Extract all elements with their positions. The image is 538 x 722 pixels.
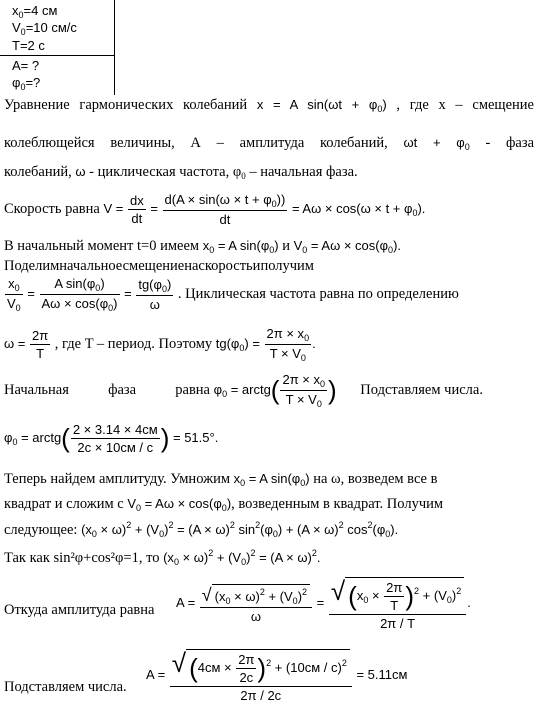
para-amplitude: колеблющейся величины, А – амплитуда колебаний, $\omega t + \varphi_0$ - фаза (4, 135, 535, 152)
phase-formula: Начальная фаза равна $\varphi_0$ = arctg( $\frac{2\pi \times x_0}{T \times V_0}$ ) Подставляем числа. (4, 372, 483, 409)
amplitude-numeric: A = √ (4см × $\frac{2\pi}{2с}$ )$^2$ + (10см / с)$^2$ 2π / 2с = 5.11см (146, 648, 408, 704)
given-divider (0, 55, 114, 56)
para-harmonic-equation: Уравнение гармонических колебаний x = A $\sin(\omega t + \varphi_0)$ , где x – смещение (4, 97, 534, 114)
subst-label: Подставляем числа. (4, 679, 127, 695)
amp-line-1: Теперь найдем амплитуду. Умножим $x_0 = A$ $\sin(\varphi_0)$ на ω, возведем все в (4, 471, 438, 488)
omega-formula: ω = $\frac{2\pi}{T}$ , где T – период. Поэтому $tg(\varphi_0)$ = $\frac{2\pi \times x_0}{T \times V_0}$ . (4, 326, 316, 363)
find-amplitude: A= ? (12, 58, 40, 73)
ratio-formula: $\frac{x_0}{V_0}$ = $\frac{A \sin(\varphi_0)}{A\omega \times \cos(\varphi_0)}$ = $\frac{tg(\varphi_0)}{\omega}$ . Циклическая частота равна по определению (7, 276, 459, 313)
given-x0: $x_0=4$ см (12, 3, 58, 20)
initial-conditions: В начальный момент t=0 имеем $x_0 = A$ $\sin(\varphi_0)$ и $V_0 = A\omega \times \cos(\varphi_0)$. (4, 238, 402, 255)
whence-label: Откуда амплитуда равна (4, 602, 155, 618)
para-divide: Поделимначальноесмещениенаскоростьиполучим (4, 258, 314, 274)
speed-formula: Скорость равна V = $\frac{dx}{dt}$ = $\frac{d(A \times \sin(\omega \times t + \varphi_0))}{dt}$ = $A\omega \times \cos(\omega \times t + \varphi_0)$. (4, 192, 426, 227)
identity-line: Так как sin²φ+cos²φ=1, то $(x_0 \times \omega)^2 + (V_0)^2 = (A \times \omega)^2$. (4, 548, 321, 567)
amp-line-2: квадрат и сложим с $V_0 = A\omega \times \cos(\varphi_0)$, возведенным в квадрат. Получим (4, 496, 444, 513)
phase-numeric: $\varphi_0$ = arctg( $\frac{2 \times 3.14 \times 4см}{2с \times 10см / с}$ ) = 51.5°. (4, 422, 219, 455)
given-v0: $V_0=10$ см/с (12, 20, 77, 37)
amplitude-formula: A = $\frac{√ (x_0 \times \omega)^2 + (V_0)^2}{\omega}$ = √ ($x_0$ × $\frac{2\pi}{T}$ )$^2 + (V_0)^2$ 2π / T . (176, 576, 471, 632)
given-period: T=2 с (12, 38, 45, 53)
amp-line-3: следующее: $(x_0 \times \omega)^2 + (V_0)^2 = (A \times \omega)^2$ $\sin^2(\varphi_0) + (A \times \omega)^2$ $\cos^2(\varphi_0)$. (4, 520, 399, 539)
para-phase-def: колебаний, ω - циклическая частота, $\varphi_0$ – начальная фаза. (4, 164, 358, 181)
find-phase: $\varphi_0=$? (12, 75, 41, 92)
given-vertical-line (114, 0, 115, 95)
